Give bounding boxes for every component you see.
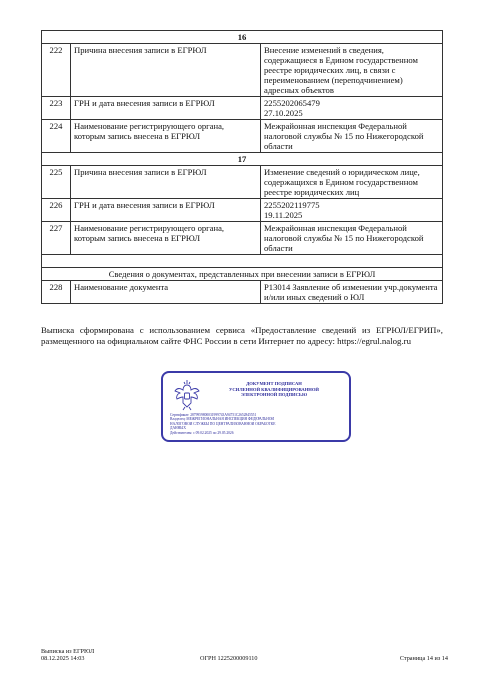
row-field-name: Причина внесения записи в ЕГРЮЛ — [71, 44, 261, 97]
row-number: 224 — [42, 120, 71, 153]
table-row — [42, 199, 443, 222]
service-note: Выписка сформирована с использованием сервиса «Предоставление сведений из ЕГРЮЛ/ЕГРИП», размещенного на официальном сайте ФНС России в сети Интернет по адресу: https://egrul.nalog.ru — [41, 325, 443, 346]
row-field-name: Причина внесения записи в ЕГРЮЛ — [71, 166, 261, 199]
table-row — [42, 222, 443, 255]
row-field-value: 2255202065479 27.10.2025 — [261, 97, 443, 120]
row-field-value: Внесение изменений в сведения, содержащиеся в Едином государственном реестре юридических лиц, в связи с переименованием (переподчинением) адресных объектов — [261, 44, 443, 97]
footer-datetime: 08.12.2025 14:03 — [41, 655, 85, 662]
egrul-records-table — [41, 30, 443, 304]
section-header-row — [42, 31, 443, 44]
row-field-value: Изменение сведений о юридическом лице, содержащихся в Едином государственном реестре юридических лиц — [261, 166, 443, 199]
electronic-signature-stamp — [161, 371, 351, 442]
stamp-details — [170, 413, 344, 435]
row-field-value: 2255202119775 19.11.2025 — [261, 199, 443, 222]
stamp-validity: Действителен: с 09.02.2025 по 29.05.2026 — [170, 430, 234, 435]
table-row — [42, 44, 443, 97]
stamp-owner-cont: ДАННЫХ — [170, 426, 186, 431]
section-header-row — [42, 153, 443, 166]
stamp-title-line: ЭЛЕКТРОННОЙ ПОДПИСЬЮ — [240, 392, 308, 398]
stamp-title-line: УСИЛЕННОЙ КВАЛИФИЦИРОВАННОЙ — [228, 386, 319, 392]
row-number: 226 — [42, 199, 71, 222]
stamp-owner-cont: НАЛОГОВОЙ СЛУЖБЫ ПО ЦЕНТРАЛИЗОВАННОЙ ОБРАБОТКЕ — [170, 421, 276, 426]
footer-left — [41, 648, 94, 662]
table-row — [42, 281, 443, 304]
row-field-value: Р13014 Заявление об изменении учр.документа и/или иных сведений о ЮЛ — [261, 281, 443, 304]
section-number: 16 — [42, 31, 443, 44]
table-row — [42, 166, 443, 199]
row-number: 228 — [42, 281, 71, 304]
row-field-name: Наименование документа — [71, 281, 261, 304]
row-field-value: Межрайонная инспекция Федеральной налоговой службы № 15 по Нижегородской области — [261, 120, 443, 153]
table-row — [42, 97, 443, 120]
row-field-name: ГРН и дата внесения записи в ЕГРЮЛ — [71, 97, 261, 120]
footer-page-number: Страница 14 из 14 — [399, 655, 448, 662]
table-row — [42, 120, 443, 153]
stamp-certificate: Сертификат: 2879959800031999743A94751C2652845551 — [170, 413, 257, 417]
row-number: 222 — [42, 44, 71, 97]
stamp-title-line: ДОКУМЕНТ ПОДПИСАН — [246, 381, 302, 386]
row-field-name: Наименование регистрирующего органа, которым запись внесена в ЕГРЮЛ — [71, 222, 261, 255]
row-field-name: ГРН и дата внесения записи в ЕГРЮЛ — [71, 199, 261, 222]
row-field-value: Межрайонная инспекция Федеральной налоговой службы № 15 по Нижегородской области — [261, 222, 443, 255]
row-number: 223 — [42, 97, 71, 120]
footer-doc-title: Выписка из ЕГРЮЛ — [41, 648, 95, 655]
blank-row — [42, 255, 443, 268]
documents-header: Сведения о документах, представленных при внесении записи в ЕГРЮЛ — [42, 268, 443, 281]
blank-cell — [42, 255, 443, 268]
section-number: 17 — [42, 153, 443, 166]
documents-header-row — [42, 268, 443, 281]
row-number: 225 — [42, 166, 71, 199]
row-number: 227 — [42, 222, 71, 255]
double-headed-eagle-emblem-icon — [173, 379, 201, 411]
stamp-title — [207, 381, 341, 398]
stamp-owner: Владелец: МЕЖРЕГИОНАЛЬНАЯ ИНСПЕКЦИЯ ФЕДЕРАЛЬНОЙ — [170, 417, 275, 422]
row-field-name: Наименование регистрирующего органа, которым запись внесена в ЕГРЮЛ — [71, 120, 261, 153]
footer-ogrn: ОГРН 1225200009110 — [200, 655, 258, 662]
